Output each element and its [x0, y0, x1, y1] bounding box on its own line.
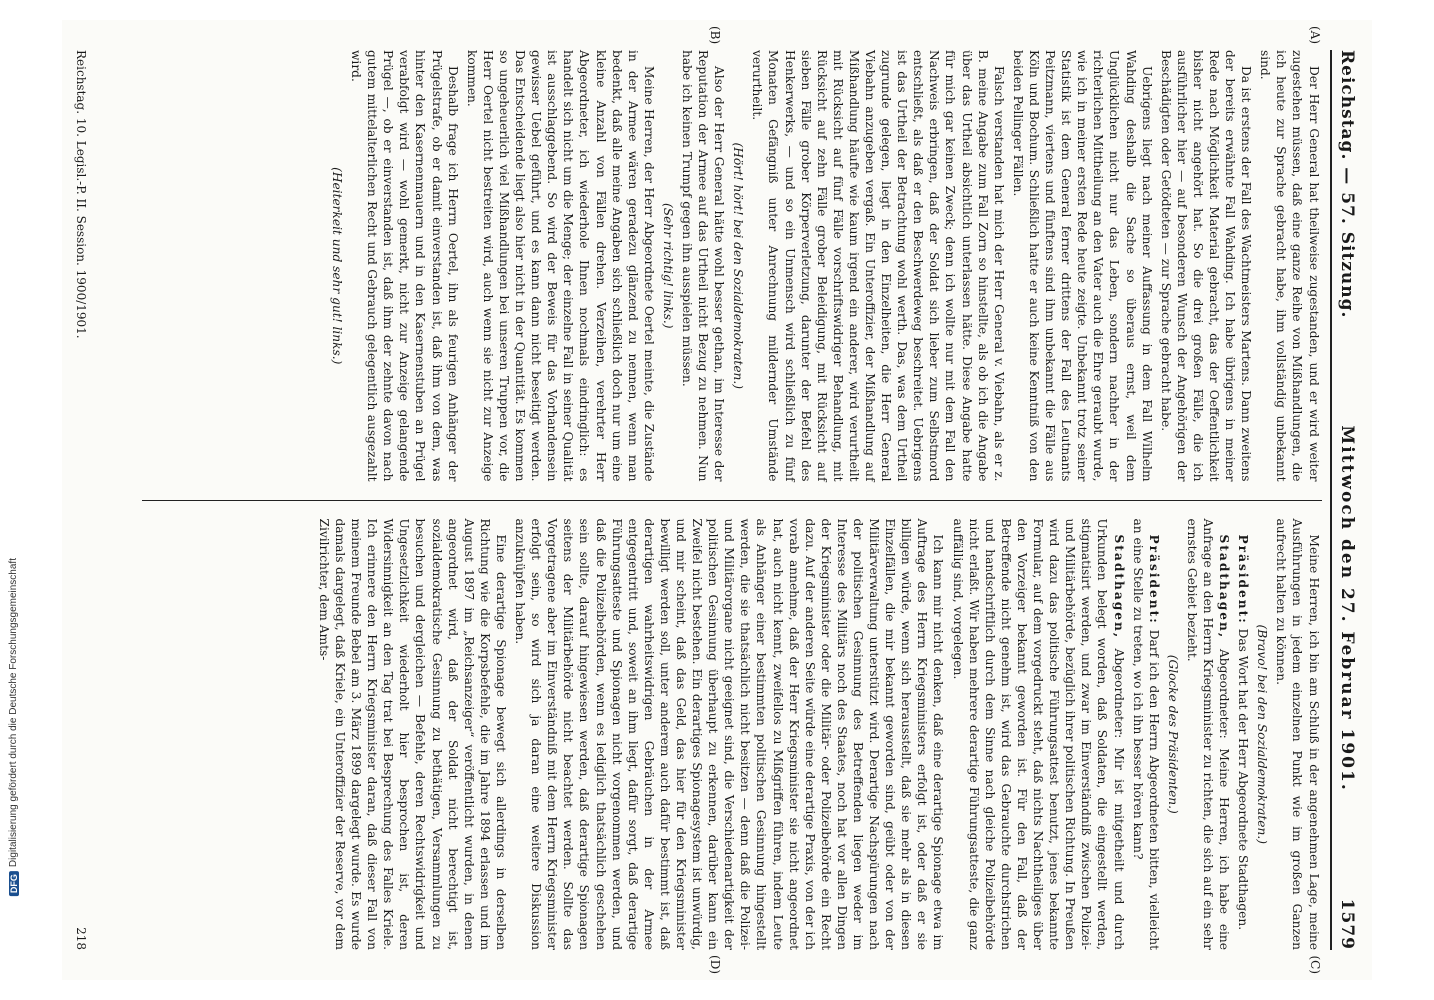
- header-date: Mittwoch den 27. Februar 1901.: [1337, 425, 1357, 792]
- speaker-name: Präsident:: [1236, 534, 1251, 625]
- interjection: (Hört! hört! bei den Sozialdemokraten.): [731, 142, 746, 390]
- text-columns: [142, 26, 1322, 974]
- page-header: [1332, 50, 1358, 950]
- interjection: (Bravo! bei den Sozialdemokraten.): [1255, 624, 1270, 844]
- speech-text: Abgeordneter: Meine Herren, ich habe eine Anfrage an den Herrn Kriegsminister zu richten, die sich auf ein sehr ernstes Gebiet bezieht.: [1184, 518, 1232, 950]
- speaker-name: Stadthagen,: [1217, 534, 1232, 640]
- speech-text: Darf ich den Herrn Abgeordneten bitten, vielleicht an eine Stelle zu treten, wo ich ihn besser hören kann?: [1130, 518, 1161, 951]
- margin-marker-b: (B): [707, 26, 722, 45]
- margin-marker-d: (D): [707, 955, 722, 974]
- paragraph: Ich kann mir nicht denken, daß eine derartige Spionage etwa im Auftrage des Herrn Kriegsministers erfolgt ist, oder daß er sie billigen würde, wenn sich herausstellt, daß sie mehr als in diesen Einzelfällen, die mir bekannt geworden sind, geübt oder von der Militärverwaltung unterstützt wird. Derartige Nachspürungen nach der politischen Gesinnung des Betreffenden liegen weder im Interesse des Militärs noch des Staates, noch hat vor allen Dingen der Kriegsminister oder die Militär- oder Polizeibehörde ein Recht dazu. Auf der anderen Seite würde eine derartige Praxis, von der ich vorab annehme, daß der Herr Kriegsminister sie nicht angeordnet hat, auch nicht kennt, zweifellos zu Mißgriffen führen, indem Leute als Anhänger einer bestimmten politischen Gesinnung hingestellt werden, die sie thatsächlich nicht besitzen — denn daß die Polizei- und Militärorgane nicht geeignet sind, die Verschiedenartigkeit der politischen Gesinnung überhaupt zu erkennen, darüber kann ein Zweifel nicht bestehen. Ein derartiges Spionagesystem ist unwürdig, und mir scheint, daß das Geld, das hier für den Kriegsminister bewilligt werden soll, unter anderem auch dafür bestimmt ist, daß derartigen wahrheitswidrigen Gebräuchen in der Armee entgegentritt und, soweit an ihm liegt, dafür sorgt, daß derartige Führungsatteste und Spionagen nicht vorgenommen werden, und daß die Polizeibehörden, wenn es lediglich thatsächlich geschehen sein sollte, darauf hingewiesen werden, daß derartige Spionagen seitens der Militärbehörde nicht beachtet werden. Sollte das Vorgetragene aber im Einverständniß mit dem Herrn Kriegsminister erfolgt sein, so wird sich ja daran eine weitere Diskussion anzuknüpfen haben.: [513, 518, 946, 950]
- margin-marker-c: (C): [1307, 955, 1322, 974]
- left-column: [142, 50, 1322, 482]
- paragraph: Eine derartige Spionage bewegt sich allerdings in derselben Richtung wie die Korpsbefehle, die im Jahre 1894 erlassen und im August 1897 im „Reichsanzeiger“ veröffentlicht wurden, in denen angeordnet wird, daß der Soldat nicht berechtigt ist, sozialdemokratische Gesinnung zu bethätigen, Versammlungen zu besuchen und dergleichen — Befehle, deren Rechtswidrigkeit und Ungesetzlichkeit wiederholt hier besprochen ist, deren Widersinnigkeit an den Tag trat bei Besprechung des Falles Kriele. Ich erinnere den Herrn Kriegsminister daran, daß dieser Fall von meinem Freunde Bebel am 3. März 1899 dargelegt wurde. Es wurde damals dargelegt, daß Kriele, ein Unteroffizier der Reserve, vor dem Zivilrichter, dem Amts-: [316, 518, 508, 950]
- dfg-credit: [1, 558, 19, 988]
- column-divider: [142, 500, 1322, 501]
- dfg-credit-text: Digitalisierung gefördert durch die Deutsche Forschungsgemeinschaft: [8, 558, 19, 868]
- paragraph: Also der Herr General hätte wohl besser gethan, im Interesse der Reputation der Armee auf das Urtheil nicht Bezug zu nehmen. Nun habe ich keinen Trumpf gegen ihn ausspielen müssen.: [680, 50, 727, 482]
- scanned-page: [62, 20, 1372, 980]
- speech-text: Abgeordneter: Mir ist mitgetheilt und durch Urkunden belegt worden, daß Soldaten, die eingestellt werden, stigmatisirt werden, und zwar im Einverständniß zwischen Polizei- und Militärbehörde, bezüglich ihrer politischen Richtung. In Preußen wird dazu das politische Führungsattest benutzt, jenes bekannte Formular, auf dem vorgedruckt steht, daß nichts Nachtheiliges über den Vorzeiger bekannt geworden ist. Für den Fall, daß der Betreffende nicht genehm ist, wird das Gebrauchte durchstrichen und handschriftlich durch dem Sinne nach gleiche Polizeibehörde nicht erlaßt. Wir haben mehrere derartige Führungsatteste, die ganz auffällig sind, vorgelegen.: [950, 518, 1126, 951]
- header-rule: [1330, 50, 1332, 950]
- interjection: (Sehr richtig! links.): [660, 202, 675, 329]
- speech-text: Das Wort hat der Herr Abgeordnete Stadthagen.: [1236, 628, 1251, 931]
- speaker-name: Präsident:: [1146, 534, 1161, 625]
- margin-marker-a: (A): [1307, 26, 1322, 45]
- paragraph: Falsch verstanden hat mich der Herr General v. Viebahn, als er z. B. meine Angabe zum Fall Zorn so hinstellte, als ob ich die Angabe über das Urtheil absichtlich unterlassen hätte. Diese Angabe hatte für mich gar keinen Zweck; denn ich wollte nur mit dem Fall den Nachweis erbringen, daß der Soldat sich lieber zum Selbstmord entschließt, als daß er den Beschwerdeweg beschreitet. Uebrigens ist das Urtheil der Betrachtung wohl werth. Das, was dem Urtheil zugrunde gelegen, liegt in den Einzelheiten, die Herr General Viebahn anzugeben vergaß. Ein Unteroffizier, der Mißhandlung auf Mißhandlung häufte wie kaum irgend ein anderer, wird verurtheilt mit Rücksicht auf fünf Fälle vorschriftswidriger Behandlung, mit Rücksicht auf zehn Fälle grober Beleidigung, mit Rücksicht auf sieben Fälle grober Körperverletzung, darunter der Befehl des Henkerwerks, — und so ein Unmensch wird schließlich zu fünf Monaten Gefängniß unter Anrechnung mildernder Umstände verurtheilt.: [750, 50, 1006, 482]
- speaker-paragraph: [950, 519, 1127, 951]
- paragraph: Da ist erstens der Fall des Wachtmeisters Martens. Dann zweitens der bereits erwähnte Fall Wahding. Ich habe übrigens in meiner Rede nach Möglichkeit Material gebracht, das der Oeffentlichkeit bisher nicht angehört hat. So die drei großen Fälle, die ich ausführlicher hier — auf besonderen Wunsch der Angehörigen der Beschädigten oder Getödteten — zur Sprache gebracht habe.: [1158, 50, 1254, 482]
- paragraph: Uebrigens liegt nach meiner Auffassung in dem Fall Wilhelm Wahding deshalb die Sache so überaus ernst, weil dem Unglücklichen nicht nur das Leben, sondern nachher in der richterlichen Mittheilung an den Vater auch die Ehre geraubt wurde, wie ich in meiner ersten Rede heute zeigte. Unbekannt trotz seiner Statistik ist dem General ferner drittens der Fall des Leutnants Peitzmann, viertens und fünftens sind ihm unbekannt die Fälle aus Köln und Bochum. Schließlich hatte er auch keine Kenntniß von den beiden Pellinger Fällen.: [1010, 50, 1154, 482]
- speaker-name: Stadthagen,: [1111, 534, 1126, 640]
- page-number: 1579: [1337, 898, 1357, 950]
- paragraph: Der Herr General hat theilweise zugestanden, und er wird weiter zugestehen müssen, daß eine ganze Reihe von Mißhandlungen, die ich heute zur Sprache gebracht habe, ihm vollständig unbekannt sind.: [1258, 50, 1321, 482]
- interjection: (Glocke des Präsidenten.): [1165, 654, 1180, 814]
- footer-session: Reichstag. 10. Legisl.-P. II. Session. 1900/1901.: [73, 50, 88, 339]
- dfg-logo: DFG: [9, 871, 19, 896]
- speaker-paragraph: [1184, 519, 1232, 951]
- right-column: [142, 519, 1322, 951]
- speaker-paragraph: [1235, 519, 1251, 951]
- header-left: Reichstag. — 57. Sitzung.: [1337, 50, 1357, 319]
- paragraph: Deshalb frage ich Herrn Oertel, ihn als feurigen Anhänger der Prügelstrafe, ob er damit einverstanden ist, daß ihm von dem, was hinter den Kasernenmauern und in den Kasernenstuben an Prügel verabfolgt wird — wohl gemerkt, nicht zur Anzeige gelangende Prügel —, ob er einverstanden ist, daß ihm der zehnte davon nach gutem mittelalterlichen Recht und Gebrauch gelegentlich ausgezahlt wird.: [349, 50, 460, 482]
- footer-sheet-number: 218: [73, 927, 88, 950]
- speaker-paragraph: [1130, 519, 1162, 951]
- interjection: (Heiterkeit und sehr gut! links.): [330, 167, 345, 365]
- paragraph: Meine Herren, der Herr Abgeordnete Oertel meinte, die Zustände in der Armee wären geradezu glänzend zu nennen, wenn man bedenkt, daß alle meine Angaben sich schließlich doch nur um eine kleine Anzahl von Fällen drehen. Verzeihen, verehrter Herr Abgeordneter, ich wiederhole Ihnen nochmals eindringlich: es handelt sich nicht um die Menge; der einzelne Fall in seiner Qualität ist ausschlaggebend. So wird der Beweis für das Vorhandensein gewisser Uebel geführt, und es kann dann nicht beseitigt werden. Das Entscheidende liegt also hier nicht in der Quantität. Es kommen so ungeheuerlich viel Mißhandlungen bei unseren Truppen vor, die Herr Oertel nicht bestreiten wird, auch wenn sie nicht zur Anzeige kommen.: [464, 50, 656, 482]
- page-footer: [72, 50, 88, 950]
- paragraph: Meine Herren, ich bin am Schluß in der angenehmen Lage, meine Ausführungen in jedem einzelnen Punkt wie im großen Ganzen aufrecht halten zu können.: [1274, 518, 1321, 950]
